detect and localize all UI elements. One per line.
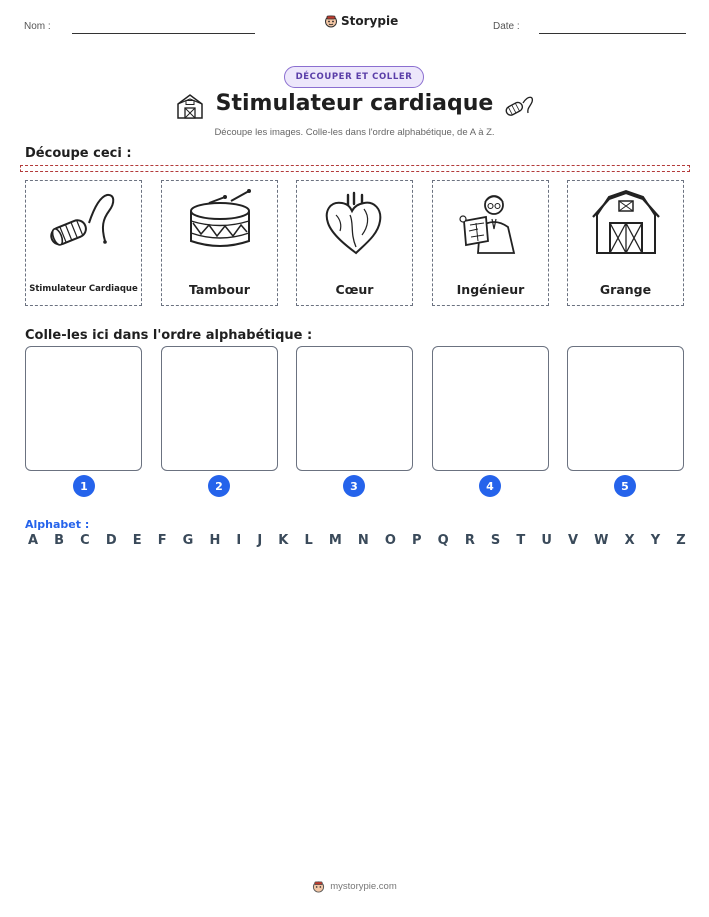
- card-label: Stimulateur Cardiaque: [29, 284, 138, 294]
- alphabet-letter: F: [157, 533, 167, 548]
- alphabet-letter: X: [624, 533, 635, 548]
- footer-url[interactable]: mystorypie.com: [330, 881, 397, 892]
- position-number-4: 4: [479, 475, 501, 497]
- alphabet-strip: [28, 533, 686, 548]
- engineer-icon: [456, 189, 526, 255]
- activity-badge: DÉCOUPER ET COLLER: [284, 66, 424, 88]
- cut-card-pacemaker[interactable]: [25, 180, 142, 306]
- alphabet-letter: O: [384, 533, 396, 548]
- alphabet-letter: J: [257, 533, 263, 548]
- paste-box-5[interactable]: [567, 346, 684, 471]
- date-label: Date :: [493, 21, 520, 32]
- instructions: Découpe les images. Colle-les dans l'ordre alphabétique, de A à Z.: [214, 127, 495, 138]
- barn-icon: [591, 189, 661, 255]
- position-number-3: 3: [343, 475, 365, 497]
- drum-icon: [185, 189, 255, 255]
- alphabet-letter: U: [541, 533, 552, 548]
- paste-box-4[interactable]: [432, 346, 549, 471]
- date-line: [539, 33, 686, 34]
- pacemaker-icon: [49, 189, 119, 255]
- alphabet-letter: T: [516, 533, 526, 548]
- alphabet-letter: H: [209, 533, 221, 548]
- cut-card-drum[interactable]: [161, 180, 278, 306]
- cut-line: [20, 165, 690, 172]
- paste-box-2[interactable]: [161, 346, 278, 471]
- storypie-mascot-icon: [312, 880, 325, 893]
- alphabet-letter: Y: [650, 533, 661, 548]
- position-number-1: 1: [73, 475, 95, 497]
- paste-heading: Colle-les ici dans l'ordre alphabétique :: [25, 328, 313, 343]
- alphabet-letter: C: [80, 533, 90, 548]
- alphabet-letter: B: [54, 533, 65, 548]
- card-label: Grange: [599, 282, 652, 297]
- paste-box-1[interactable]: [25, 346, 142, 471]
- alphabet-letter: W: [594, 533, 609, 548]
- page-title: Stimulateur cardiaque: [215, 91, 494, 116]
- pacemaker-icon: [503, 93, 535, 117]
- paste-box-3[interactable]: [296, 346, 413, 471]
- footer: [0, 880, 709, 893]
- brand-name: Storypie: [341, 14, 399, 28]
- alphabet-letter: R: [464, 533, 475, 548]
- storypie-mascot-icon: [324, 14, 338, 28]
- heart-icon: [320, 189, 390, 255]
- cut-card-heart[interactable]: [296, 180, 413, 306]
- alphabet-letter: K: [278, 533, 289, 548]
- position-number-2: 2: [208, 475, 230, 497]
- alphabet-letter: M: [328, 533, 342, 548]
- cut-heading: Découpe ceci :: [25, 146, 132, 161]
- name-label: Nom :: [24, 21, 51, 32]
- position-number-5: 5: [614, 475, 636, 497]
- alphabet-letter: E: [132, 533, 142, 548]
- alphabet-letter: G: [182, 533, 194, 548]
- alphabet-letter: N: [357, 533, 369, 548]
- cut-card-barn[interactable]: [567, 180, 684, 306]
- alphabet-letter: V: [568, 533, 579, 548]
- alphabet-letter: Q: [437, 533, 449, 548]
- cut-card-engineer[interactable]: [432, 180, 549, 306]
- alphabet-letter: D: [105, 533, 117, 548]
- card-label: Tambour: [189, 282, 250, 297]
- alphabet-letter: A: [28, 533, 39, 548]
- alphabet-letter: Z: [676, 533, 686, 548]
- alphabet-heading: Alphabet :: [25, 518, 90, 531]
- card-label: Ingénieur: [456, 282, 525, 297]
- name-line: [72, 33, 255, 34]
- alphabet-letter: S: [490, 533, 501, 548]
- alphabet-letter: P: [412, 533, 422, 548]
- brand-logo: [324, 14, 398, 28]
- card-label: Cœur: [335, 282, 374, 297]
- alphabet-letter: I: [236, 533, 242, 548]
- alphabet-letter: L: [304, 533, 313, 548]
